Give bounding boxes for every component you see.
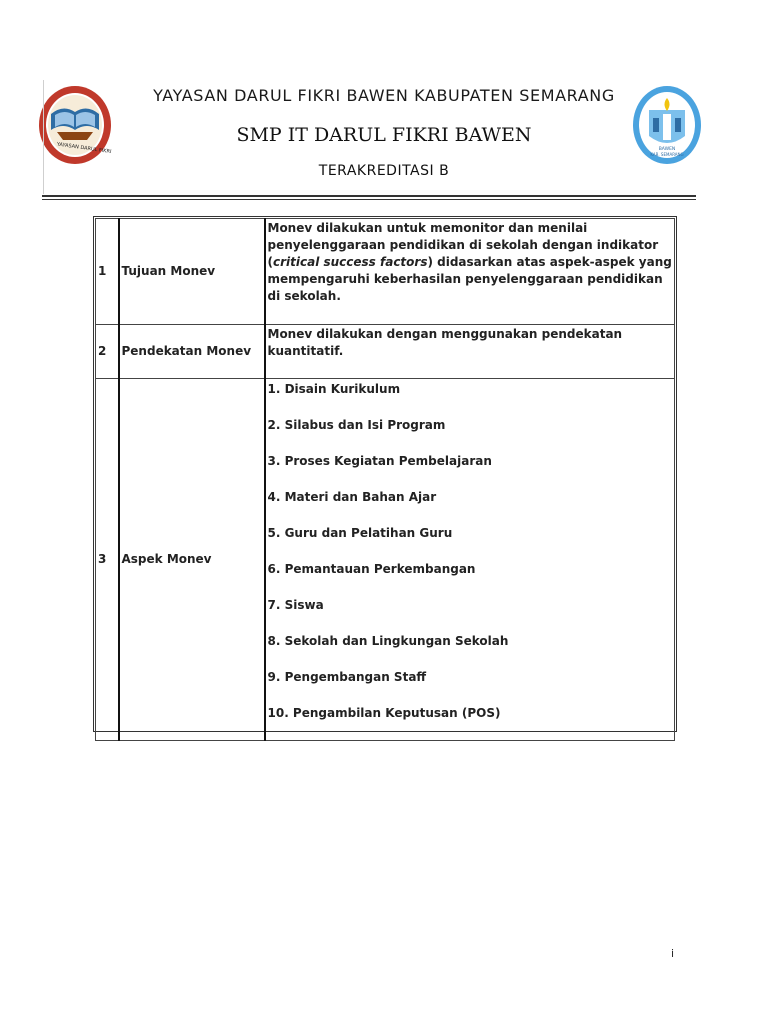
row-number: 3 xyxy=(96,379,119,741)
list-item: 8. Sekolah dan Lingkungan Sekolah xyxy=(267,634,509,648)
school-logo xyxy=(631,84,703,166)
row-description xyxy=(265,219,675,325)
row-description xyxy=(265,379,675,741)
list-item: 4. Materi dan Bahan Ajar xyxy=(267,490,437,504)
row-number: 1 xyxy=(96,219,119,325)
svg-text:KAB. SEMARANG: KAB. SEMARANG xyxy=(650,152,684,157)
description-text-continued: ) didasarkan atas aspek-aspek yang mempengaruhi keberhasilan penyelenggaraan pendidikan di sekolah. xyxy=(267,255,672,303)
list-item: 2. Silabus dan Isi Program xyxy=(267,418,446,432)
table-row xyxy=(96,325,675,379)
accreditation-status: TERAKREDITASI B xyxy=(318,163,450,179)
description-text: Monev dilakukan untuk memonitor dan menilai penyelenggaraan pendidikan di sekolah dengan indikator ( xyxy=(267,221,659,269)
row-description: Monev dilakukan dengan menggunakan pendekatan kuantitatif. xyxy=(265,325,675,379)
description-italic-text: critical success factors xyxy=(272,255,428,269)
foundation-name: YAYASAN DARUL FIKRI BAWEN KABUPATEN SEMARANG xyxy=(153,86,615,105)
list-item: 3. Proses Kegiatan Pembelajaran xyxy=(267,454,492,468)
list-item: 6. Pemantauan Perkembangan xyxy=(267,562,476,576)
svg-text:BAWEN: BAWEN xyxy=(658,147,676,152)
row-label: Aspek Monev xyxy=(119,379,265,741)
list-item: 5. Guru dan Pelatihan Guru xyxy=(267,526,453,540)
school-name: SMP IT DARUL FIKRI BAWEN xyxy=(236,124,532,146)
row-label: Tujuan Monev xyxy=(119,219,265,325)
school-badge-icon xyxy=(631,84,703,166)
aspect-list xyxy=(268,380,675,740)
monev-table xyxy=(95,218,675,741)
row-number: 2 xyxy=(96,325,119,379)
page-number: i xyxy=(671,947,675,960)
list-item: 1. Disain Kurikulum xyxy=(267,382,401,396)
header-rule-thick xyxy=(42,195,696,197)
table-row xyxy=(96,219,675,325)
list-item: 9. Pengembangan Staff xyxy=(267,670,427,684)
list-item: 10. Pengambilan Keputusan (POS) xyxy=(267,706,501,720)
table-row xyxy=(96,379,675,741)
svg-text:YAYASAN DARUL FIKRI: YAYASAN DARUL FIKRI xyxy=(56,141,112,156)
list-item: 7. Siswa xyxy=(267,598,324,612)
row-label: Pendekatan Monev xyxy=(119,325,265,379)
header-rule-thin xyxy=(42,199,696,200)
monev-table-frame xyxy=(93,216,677,732)
